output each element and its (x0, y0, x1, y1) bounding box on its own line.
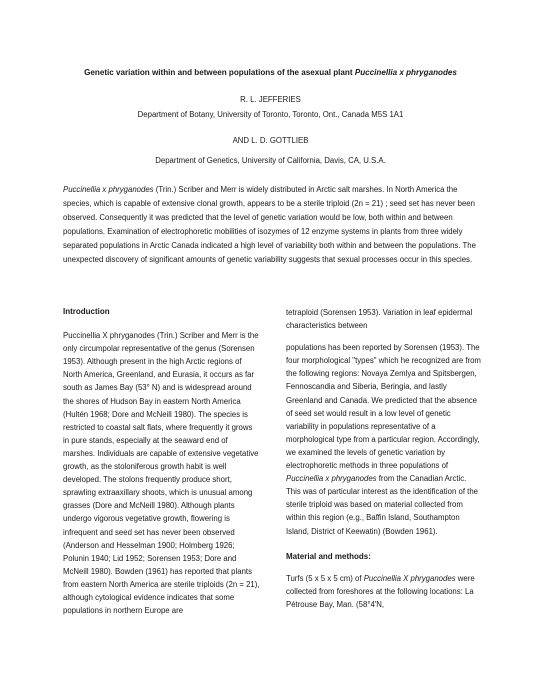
intro-continued-paragraph: tetraploid (Sorensen 1953). Variation in leaf epidermal characteristics between (286, 308, 473, 331)
methods-paragraph-a: Turfs (5 x 5 x 5 cm) of (286, 573, 364, 583)
methods-paragraph-b: were collected from foreshores at the following locations: La Pétrouse Bay, Man. (58°4'N, (286, 573, 475, 609)
intro-paragraph-2 (286, 341, 482, 537)
left-column (63, 305, 260, 617)
title-species: Puccinellia x phryganodes (354, 68, 457, 77)
methods-species: Puccinellia X phryganodes (363, 573, 456, 583)
right-column (286, 306, 482, 611)
abstract-text: (Trin.) Scriber and Merr is widely distributed in Arctic salt marshes. In North America the species, which is capable of extensive clonal growth, appears to be a sterile triploid (2n = 21) ; seed set has never been observed. Consequently it was predicted that the level of genetic variation would be low, both within and between populations. Examination of electrophoretic mobilities of isozymes of 12 enzyme systems in plants from three widely separated populations in Arctic Canada indicated a high level of variability both within and between the populations. The unexpected discovery of significant amounts of genetic variability suggests that sexual processes occur in this species. (63, 185, 476, 265)
abstract-species: Puccinellia x phryganodes (63, 185, 154, 194)
methods-heading: Material and methods: (286, 551, 371, 561)
author-1: R. L. JEFFERIES (240, 95, 301, 104)
introduction-heading: Introduction (63, 307, 110, 316)
introduction-paragraph: Puccinellia X phryganodes (Trin.) Scriber and Merr is the only circumpolar representative of the genus (Sorensen 1953). Although present in the high Arctic regions of North America, Greenland, and Eurasia, it occurs as far south as James Bay (53° N) and is widespread around the shores of Hudson Bay in eastern North America (Hultén 1968; Dore and McNeill 1980). The species is restricted to coastal salt flats, where frequently it grows in pure stands, especially at the seaward end of marshes. Individuals are capable of extensive vegetative growth, as the stoloniferous growth habit is well developed. The stolons frequently produce short, sprawling extraaxillary shoots, which is unusual among grasses (Dore and McNeill 1980). Although plants undergo vigorous vegetative growth, flowering is infrequent and seed set has never been observed (Anderson and Hesselman 1900; Holmberg 1926; Polunin 1940; Lid 1952; Sorensen 1953; Dore and McNeill 1980). Bowden (1961) has reported that plants from eastern North America are sterile triploids (2n = 21), although cytological evidence indicates that some populations in northern Europe are (63, 331, 260, 616)
title-text: Genetic variation within and between populations of the asexual plant (84, 68, 355, 77)
author-2: AND L. D. GOTTLIEB (232, 136, 309, 145)
intro-paragraph-2-species: Puccinellia x phryganodes (286, 474, 377, 484)
affiliation-2: Department of Genetics, University of California, Davis, CA, U.S.A. (155, 156, 386, 165)
abstract (63, 183, 481, 267)
paper-title (0, 68, 541, 77)
affiliation-1: Department of Botany, University of Toronto, Toronto, Ont., Canada M5S 1A1 (137, 110, 404, 119)
methods-paragraph (286, 572, 482, 611)
intro-paragraph-2-a: populations has been reported by Sorensen (1953). The four morphological "types" which he recognized are from the following regions: Novaya Zemlya and Spitsbergen, Fennoscandia and Siberia, Beringia, and lastly Greenland and Canada. We predicted that the absence of seed set would result in a low level of genetic variability in populations representative of a morphological type from a particular region. Accordingly, we examined the levels of genetic variation by electrophoretic methods in three populations of (286, 343, 481, 471)
intro-paragraph-2-b: from the Canadian Arctic. This was of particular interest as the identification of the sterile triploid was based on material collected from within this region (e.g., Baffin Island, Southampton Island, District of Keewatin) (Bowden 1961). (286, 474, 478, 536)
